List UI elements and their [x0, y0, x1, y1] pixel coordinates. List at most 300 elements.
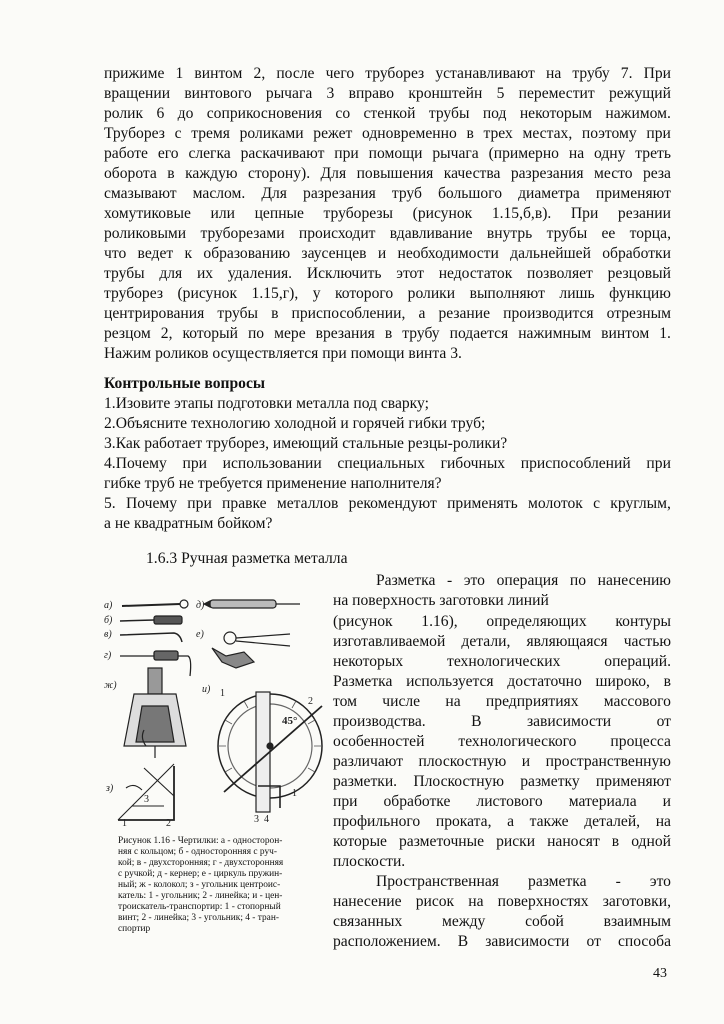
word: трубы: [428, 105, 470, 122]
word: роликовыми: [104, 225, 187, 242]
word: 6: [156, 105, 165, 122]
word: 7.: [620, 65, 633, 82]
word: прижиме: [104, 65, 165, 82]
list-item: [104, 494, 671, 513]
figure-label: д): [196, 600, 205, 611]
text-line: [104, 304, 671, 323]
word: кронштейн: [408, 85, 483, 102]
text-line: [333, 732, 671, 751]
caption-line: Рисунок 1.16 - Чертилки: а - односторон-: [118, 836, 283, 846]
word: резцом: [104, 325, 151, 342]
word: массового: [603, 693, 671, 710]
word: на: [655, 813, 671, 830]
word: -: [615, 873, 621, 890]
word: труб: [391, 185, 422, 202]
word: к: [184, 245, 193, 262]
text-line: [333, 752, 671, 771]
word: трубы: [104, 265, 145, 282]
word: предприятиях: [485, 693, 579, 710]
caption-line: спортир: [118, 924, 151, 934]
angle-label: 45°: [282, 715, 298, 727]
word: применяют: [595, 773, 671, 790]
word: 1.15,б,в).: [491, 205, 552, 222]
word: Для: [261, 185, 287, 202]
word: и: [662, 793, 671, 810]
word: трех: [483, 125, 513, 142]
list-item: гибке труб не требуется применение наполнителя?: [104, 475, 442, 492]
text-line: [333, 772, 671, 791]
word: нанесение: [333, 893, 402, 910]
scriber-ring-icon: [180, 600, 188, 608]
caption-line: винт; 2 - линейка; 3 - угольник; 4 - тран-: [118, 913, 279, 923]
text-line: [104, 64, 671, 83]
word: также: [529, 813, 569, 830]
text-line: [333, 812, 671, 831]
word: труборез: [104, 285, 163, 302]
word: рычага: [432, 145, 479, 162]
word: 5.: [104, 495, 116, 512]
word: одновременно: [362, 125, 457, 142]
word: приспособлений: [520, 455, 631, 472]
word: технологического: [458, 733, 577, 750]
word: каждую: [185, 165, 238, 182]
word: при: [333, 793, 358, 810]
word: резании: [617, 205, 671, 222]
word: профильного: [333, 813, 421, 830]
text-line: [104, 124, 671, 143]
word: наносят: [547, 833, 600, 850]
list-item: 2.Объясните технологию холодной и горячей гибки труб;: [104, 415, 486, 432]
word: частью: [623, 633, 671, 650]
word: собой: [525, 913, 564, 930]
word: выполняют: [469, 285, 545, 302]
word: поэтому: [581, 125, 637, 142]
word: проката,: [435, 813, 492, 830]
word: роликами: [239, 125, 304, 142]
word: необходимости: [397, 245, 499, 262]
word: резцовый: [607, 265, 671, 282]
word: винтом: [194, 65, 243, 82]
list-item: 1.Изовите этапы подготовки металла под сварку;: [104, 395, 429, 412]
word: на: [445, 693, 461, 710]
word: взаимным: [603, 913, 671, 930]
text-line: [333, 792, 671, 811]
word: труборез: [365, 65, 425, 82]
word: до: [177, 105, 194, 122]
word: центрирования: [104, 305, 205, 322]
word: 5: [496, 85, 505, 102]
word: различают: [333, 753, 404, 770]
word: маслом.: [192, 185, 246, 202]
word: функцию: [609, 285, 671, 302]
word: При: [643, 65, 671, 82]
word: в: [466, 125, 474, 142]
word: 1.: [659, 325, 671, 342]
word: с: [174, 125, 182, 142]
text-line: [333, 632, 671, 651]
text-line: [104, 184, 671, 203]
text-line: [104, 164, 671, 183]
word: смазывают: [104, 185, 177, 202]
word: (примерно: [488, 145, 559, 162]
caption-line: троискатель-транспортир: 1 - стопорный: [118, 902, 281, 912]
word: молоток: [528, 495, 583, 512]
word: устанавливают: [435, 65, 535, 82]
word: которого: [335, 285, 394, 302]
word: детали,: [461, 633, 511, 650]
word: стенкой: [363, 105, 416, 122]
word: обработки: [602, 245, 671, 262]
list-item: [104, 454, 671, 473]
text-line: [104, 264, 671, 283]
text-line: [333, 932, 671, 951]
word: от: [656, 713, 671, 730]
word: определяющих: [486, 613, 587, 630]
caption-line: няя с кольцом; б - односторонняя с руч-: [118, 847, 277, 857]
word: удаления.: [227, 265, 293, 282]
word: контуры: [615, 613, 671, 630]
word: или: [210, 205, 235, 222]
word: труборезы: [323, 205, 394, 222]
word: качества: [443, 165, 501, 182]
text-line: [333, 892, 671, 911]
word: рычага: [265, 85, 313, 102]
figure-label: е): [196, 629, 204, 640]
word: между: [442, 913, 486, 930]
list-item: 3.Как работает труборез, имеющий стальные резцы-ролики?: [104, 435, 508, 452]
word: -: [447, 572, 453, 589]
word: использовании: [222, 455, 322, 472]
text-line: [104, 204, 671, 223]
text-line: плоскости.: [333, 853, 406, 870]
word: плоскостную: [418, 753, 507, 770]
word: поверхностях: [497, 893, 589, 910]
figure-number: 1: [122, 818, 127, 828]
word: 1.16),: [421, 613, 458, 630]
word: расположением.: [333, 933, 441, 950]
word: режущий: [608, 85, 671, 102]
figure-label: з): [106, 783, 114, 794]
word: мере: [274, 325, 306, 342]
word: особенностей: [333, 733, 425, 750]
word: используется: [406, 673, 494, 690]
word: труборезами: [200, 225, 285, 242]
word: В: [471, 713, 482, 730]
word: зависимости: [485, 933, 570, 950]
word: зависимости: [526, 713, 612, 730]
text-line: [333, 652, 671, 671]
text-line: [104, 284, 671, 303]
word: его: [157, 145, 179, 162]
word: Труборез: [104, 125, 165, 142]
word: операций.: [604, 653, 671, 670]
word: под: [482, 105, 507, 122]
word: 1.15,г),: [251, 285, 299, 302]
word: винтом: [601, 325, 650, 342]
word: а: [507, 813, 514, 830]
word: технологических: [447, 653, 561, 670]
word: помощи: [368, 145, 423, 162]
figure-label: ж): [104, 680, 117, 691]
word: операция: [496, 572, 559, 589]
word: работе: [104, 145, 148, 162]
section-heading: 1.6.3 Ручная разметка металла: [146, 550, 348, 567]
word: являющаяся: [526, 633, 608, 650]
word: при: [646, 125, 671, 142]
word: раскачивают: [240, 145, 325, 162]
caption-line: с ручкой; д - кернер; е - циркуль пружин-: [118, 869, 283, 879]
word: дальнейшей: [510, 245, 591, 262]
word: трубу: [572, 65, 610, 82]
word: 3: [326, 85, 335, 102]
word: нанесению: [597, 572, 671, 589]
figure-label: а): [104, 600, 113, 611]
word: по: [247, 325, 265, 342]
word: листового: [476, 793, 543, 810]
word: это: [649, 873, 671, 890]
questions-title: Контрольные вопросы: [104, 375, 266, 392]
text-line: [104, 224, 671, 243]
word: в: [611, 833, 620, 850]
word: подается: [449, 325, 509, 342]
word: рекомендуют: [348, 495, 437, 512]
word: пространственную: [545, 753, 671, 770]
word: диаметра: [518, 185, 580, 202]
word: (рисунок: [412, 205, 473, 222]
word: (рисунок: [177, 285, 238, 302]
text-line: [104, 144, 671, 163]
figure-number: 3: [254, 814, 259, 825]
figure-number: 2: [166, 818, 171, 828]
word: у: [312, 285, 321, 302]
word: заготовки,: [602, 893, 671, 910]
word: их: [196, 265, 214, 282]
word: Пространственная: [376, 873, 499, 890]
figure-number: 1: [220, 688, 225, 699]
word: чего: [325, 65, 355, 82]
word: на: [545, 65, 562, 82]
word: торца,: [629, 225, 671, 242]
list-item: а не квадратным бойком?: [104, 515, 273, 532]
word: 1: [175, 65, 184, 82]
word: некоторых: [333, 653, 404, 670]
word: при: [334, 145, 359, 162]
word: реза: [642, 165, 671, 182]
figure-label: г): [104, 650, 112, 661]
text-line: [333, 712, 671, 731]
word: а: [418, 305, 426, 322]
word: разметка: [528, 873, 587, 890]
word: Почему: [125, 495, 178, 512]
word: материала: [568, 793, 637, 810]
word: недостаток: [438, 265, 513, 282]
figure-number: 3: [144, 794, 149, 805]
word: ведет: [137, 245, 174, 262]
word: повышения: [356, 165, 434, 182]
text-line: [104, 104, 671, 123]
word: гибочных: [440, 455, 506, 472]
word: большого: [438, 185, 503, 202]
word: нажимом.: [605, 105, 671, 122]
word: внутрь: [486, 225, 533, 242]
word: врезания: [315, 325, 375, 342]
word: тремя: [191, 125, 230, 142]
text-line: [333, 832, 671, 851]
figure-number: 4: [264, 814, 269, 825]
word: цепные: [254, 205, 304, 222]
word: Разметка: [376, 572, 436, 589]
word: производства.: [333, 713, 426, 730]
word: В: [457, 933, 469, 950]
word: некоторым: [519, 105, 593, 122]
word: сторону).: [247, 165, 311, 182]
word: одной: [631, 833, 671, 850]
word: правке: [222, 495, 267, 512]
word: хомутиковые: [104, 205, 191, 222]
page-number: 43: [653, 966, 667, 981]
word: металлов: [276, 495, 339, 512]
word: с: [593, 495, 601, 512]
word: лишь: [559, 285, 595, 302]
word: 2,: [253, 65, 266, 82]
text-line: [333, 912, 671, 931]
word: позволяет: [527, 265, 593, 282]
word: разметочные: [399, 833, 485, 850]
word: в: [384, 325, 393, 342]
word: приспособлении,: [291, 305, 406, 322]
word: который: [182, 325, 238, 342]
word: изготавливаемой: [333, 633, 446, 650]
word: достаточно: [507, 673, 582, 690]
word: разрезания: [303, 185, 376, 202]
word: круглым,: [610, 495, 671, 512]
word: слегка: [188, 145, 231, 162]
figure-label: в): [104, 629, 112, 640]
word: трубу: [402, 325, 440, 342]
word: переместит: [518, 85, 595, 102]
word: на: [568, 145, 585, 162]
figure-label: и): [202, 684, 211, 695]
text-line: [333, 692, 671, 711]
word: вращении: [104, 85, 171, 102]
word: связанных: [333, 913, 403, 930]
word: том: [333, 693, 357, 710]
word: разметку: [520, 773, 580, 790]
word: При: [570, 205, 599, 222]
word: в: [663, 673, 671, 690]
word: это: [463, 572, 485, 589]
word: одну: [593, 145, 626, 162]
word: винтового: [184, 85, 252, 102]
caption-line: катель: 1 - угольник; 2 - линейка; и - цен-: [118, 891, 283, 901]
word: разметки.: [333, 773, 398, 790]
word: соприкосновения: [206, 105, 323, 122]
word: образованию: [203, 245, 291, 262]
text-line: [104, 324, 671, 343]
word: Плоскостную: [413, 773, 504, 790]
word: ролик: [104, 105, 144, 122]
word: 2,: [160, 325, 173, 342]
figure-number: 1: [292, 788, 297, 799]
word: после: [276, 65, 315, 82]
text-line: [333, 672, 671, 691]
word: для: [159, 265, 183, 282]
word: Разметка: [333, 673, 393, 690]
text-line: на поверхность заготовки линий: [333, 592, 549, 609]
word: отрезным: [606, 305, 671, 322]
word: оборота: [104, 165, 157, 182]
word: способа: [617, 933, 671, 950]
word: которые: [333, 833, 387, 850]
word: на: [468, 893, 484, 910]
word: риски: [496, 833, 536, 850]
marking-tools-figure: [104, 596, 326, 828]
text-line: [333, 612, 671, 631]
word: при: [182, 455, 207, 472]
word: местах,: [522, 125, 573, 142]
word: ролики: [407, 285, 456, 302]
word: в: [167, 165, 175, 182]
caption-line: кой; в - двухсторонняя; г - двухсторонняя: [118, 858, 284, 868]
word: обработке: [383, 793, 451, 810]
word: со: [335, 105, 351, 122]
word: место: [594, 165, 633, 182]
word: по: [569, 572, 587, 589]
text-line: [104, 244, 671, 263]
text-line: [376, 872, 671, 891]
text-line: [104, 84, 671, 103]
word: трубы: [217, 305, 258, 322]
figure-label: б): [104, 615, 113, 626]
word: производится: [503, 305, 594, 322]
word: режет: [313, 125, 353, 142]
word: происходит: [298, 225, 376, 242]
word: применять: [447, 495, 518, 512]
word: широко,: [595, 673, 650, 690]
caption-line: ный; ж - колокол; з - угольник центроис-: [118, 880, 281, 890]
word: при: [646, 455, 671, 472]
word: числе: [382, 693, 421, 710]
word: Исключить: [306, 265, 382, 282]
word: ее: [601, 225, 616, 242]
word: 4.Почему: [104, 455, 167, 472]
figure-number: 2: [308, 696, 313, 707]
word: резание: [438, 305, 491, 322]
word: деталей,: [584, 813, 641, 830]
word: вправо: [348, 85, 395, 102]
word: разрезания: [510, 165, 584, 182]
word: нажимным: [518, 325, 592, 342]
word: что: [104, 245, 127, 262]
word: процесса: [610, 733, 671, 750]
word: заусенцев: [301, 245, 367, 262]
word: треть: [635, 145, 671, 162]
word: от: [586, 933, 601, 950]
word: рисок: [415, 893, 455, 910]
word: трубы: [546, 225, 588, 242]
text-line: [376, 571, 671, 590]
word: и: [377, 245, 387, 262]
word: при: [187, 495, 212, 512]
word: этот: [396, 265, 424, 282]
word: специальных: [337, 455, 425, 472]
word: (рисунок: [333, 613, 393, 630]
word: в: [271, 305, 279, 322]
word: вдавливание: [389, 225, 473, 242]
word: применяют: [595, 185, 671, 202]
word: и: [521, 753, 531, 770]
text-line: Нажим роликов осуществляется при помощи винта 3.: [104, 345, 462, 362]
